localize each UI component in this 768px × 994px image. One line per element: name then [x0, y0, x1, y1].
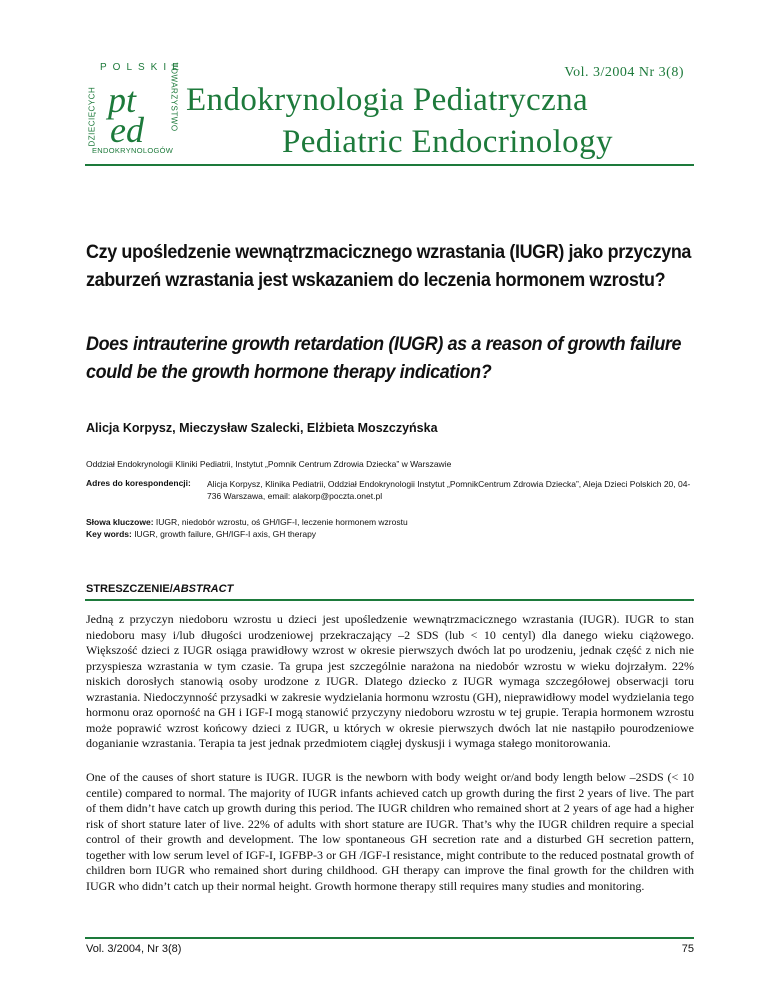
logo-left-text: DZIECIĘCYCH — [87, 86, 97, 147]
abstract-divider — [85, 599, 694, 601]
abstract-heading — [86, 583, 233, 595]
volume-label: Vol. 3/2004 Nr 3(8) — [564, 65, 684, 80]
journal-logo — [86, 62, 185, 158]
title-pl-line-1: Czy upośledzenie wewnątrzmacicznego wzrastania (IUGR) jako przyczyna — [86, 241, 692, 263]
journal-title-pl: Endokrynologia Pediatryczna — [186, 82, 589, 118]
journal-title-en: Pediatric Endocrinology — [282, 124, 613, 160]
logo-top-text: POLSKIE — [100, 62, 185, 73]
logo-bottom-text: ENDOKRYNOLOGÓW — [92, 146, 174, 155]
authors: Alicja Korpysz, Mieczysław Szalecki, Elżbieta Moszczyńska — [86, 421, 438, 435]
keywords-pl-text: IUGR, niedobór wzrostu, oś GH/IGF-I, leczenie hormonem wzrostu — [153, 517, 408, 527]
article-title-pl — [86, 238, 692, 294]
article-title-en — [86, 330, 682, 386]
abstract-heading-en: ABSTRACT — [172, 583, 234, 595]
keywords-pl — [86, 517, 408, 527]
logo-mark-icon — [102, 76, 158, 146]
keywords-en-label: Key words: — [86, 529, 132, 539]
affiliation: Oddział Endokrynologii Kliniki Pediatrii, Instytut „Pomnik Centrum Zdrowia Dziecka” w Warszawie — [86, 459, 452, 469]
keywords-en — [86, 529, 316, 539]
title-en-line-2: could be the growth hormone therapy indication? — [86, 361, 492, 383]
svg-text:pt: pt — [108, 80, 137, 120]
correspondence-text: Alicja Korpysz, Klinika Pediatrii, Oddział Endokrynologii Instytut „PomnikCentrum Zdrowia Dziecka”, Aleja Dzieci Polskich 20, 04-736 Warszawa, email: alakorp@poczta.onet.pl — [207, 479, 691, 501]
correspondence-label: Adres do korespondencji: — [86, 478, 191, 488]
abstract-pl: Jedną z przyczyn niedoboru wzrostu u dzieci jest upośledzenie wewnątrzmacicznego wzrastania (IUGR). IUGR to stan niedoboru masy i/lub długości urodzeniowej przekraczający –2 SDS (lub < 10 centyl) dla danego wieku ciążowego. Większość dzieci z IUGR osiąga prawidłowy wzrost w okresie pierwszych dwóch lat po urodzeniu, jednak część z nich nie przyspiesza wzrastania w tym czasie. Ta grupa jest szczególnie narażona na niedobór wzrostu w wieku dojrzałym. 22% niskich dorosłych stanowią osoby urodzone z IUGR. Dlatego dziecko z IUGR wymaga szczegółowej obserwacji toru wzrastania. Niedoczynność przysadki w zakresie wydzielania hormonu wzrostu (GH), nieprawidłowy model wydzielania tego hormonu oraz oporność na GH i IGF-I mogą stanowić przyczyny niedoboru wzrostu w tej grupie. Terapia hormonem wzrostu może poprawić wzrost końcowy dzieci z IUGR, u których w okresie pierwszych dwóch lat nie nastąpiło pourodzeniowe doganianie wzrastania. Terapia ta jest jednak przedmiotem ciągłej dyskusji i wymaga stałego monitorowania. — [86, 612, 694, 750]
title-en-line-1: Does intrauterine growth retardation (IUGR) as a reason of growth failure — [86, 333, 682, 355]
keywords-pl-label: Słowa kluczowe: — [86, 517, 154, 527]
abstract-heading-pl: STRESZCZENIE/ — [86, 583, 173, 595]
svg-text:ed: ed — [110, 110, 144, 146]
page-number: 75 — [681, 943, 694, 955]
footer-divider — [85, 937, 694, 939]
abstract-en: One of the causes of short stature is IUGR. IUGR is the newborn with body weight or/and body length below –2SDS (< 10 centile) compared to normal. The majority of IUGR infants achieved catch up growth during the first 2 years of live. The part of them didn’t have catch up growth during this period. The IUGR children who remained short at 2 years of age had a higher risk of short stature later of live. 22% of adults with short stature are IUGR. That’s why the IUGR children require a special control of their growth and development. The low spontaneous GH secretion rate and a disturbed GH secretion pattern, together with low serum level of IGF-I, IGFBP-3 or GH /IGF-I resistance, might contribute to the reduced postnatal growth of children born IUGR who remained short during childhood. GH therapy can improve the final growth for the children with IUGR who didn’t catch up their normal height. Growth hormone therapy still requires many studies and monitoring. — [86, 770, 694, 893]
logo-right-text: TOWARZYSTWO — [169, 62, 179, 132]
keywords-en-text: IUGR, growth failure, GH/IGF-I axis, GH therapy — [131, 529, 317, 539]
header-divider — [85, 164, 694, 166]
footer-issue: Vol. 3/2004, Nr 3(8) — [86, 943, 182, 955]
title-pl-line-2: zaburzeń wzrastania jest wskazaniem do leczenia hormonem wzrostu? — [86, 269, 666, 291]
